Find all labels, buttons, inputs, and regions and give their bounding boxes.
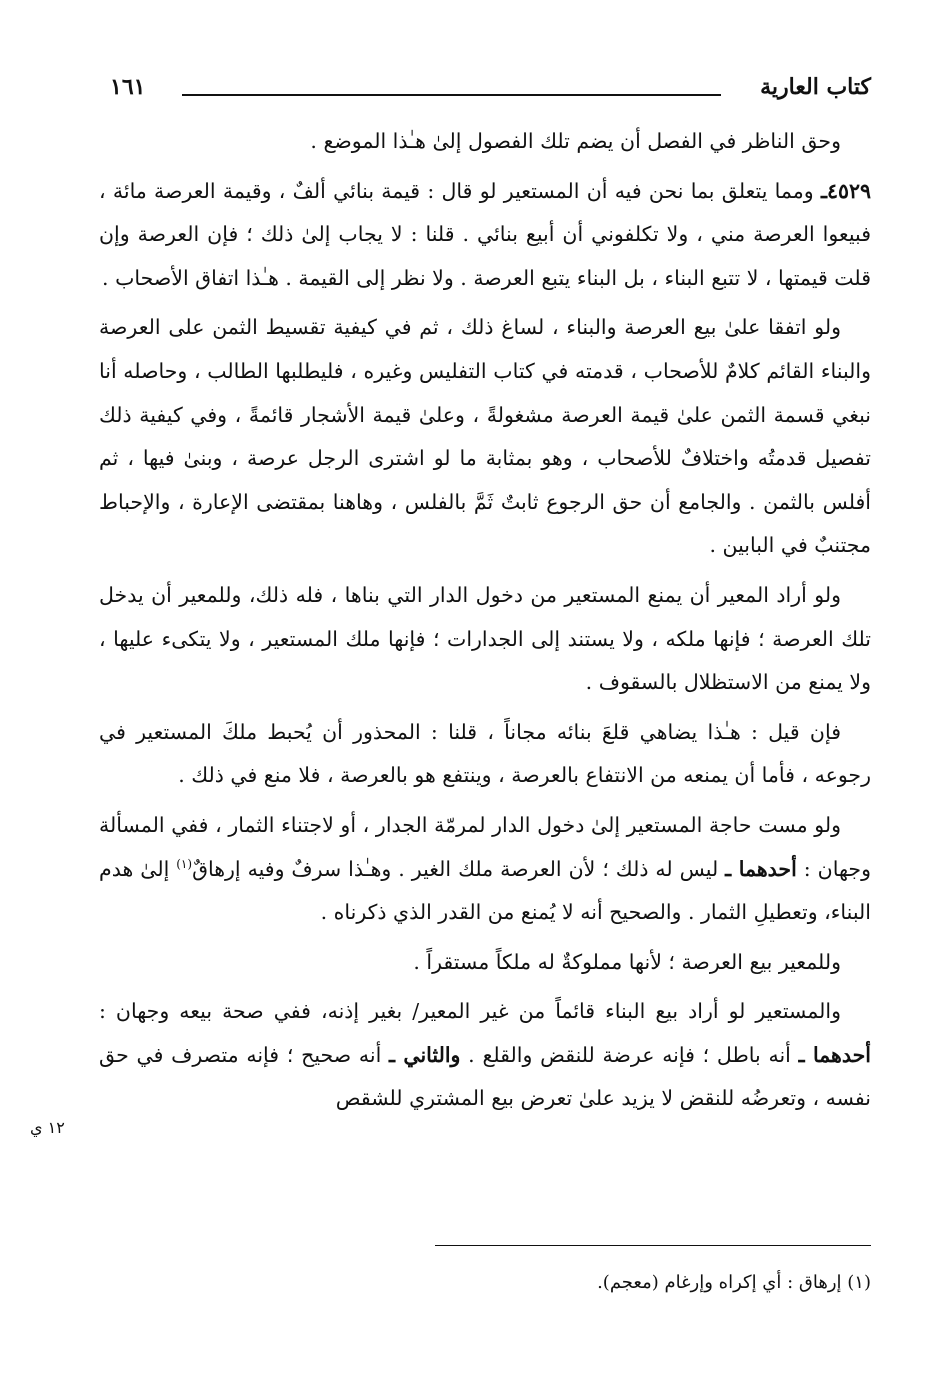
section-number: ٤٥٢٩ـ <box>820 178 871 203</box>
bold-term: أحدهما ـ <box>798 1042 871 1067</box>
paragraph-text: وحق الناظر في الفصل أن يضم تلك الفصول إلىٰ هـٰذا الموضع . <box>310 129 841 153</box>
paragraph-1 <box>99 120 871 164</box>
paragraph-8 <box>99 990 871 1121</box>
running-title: كتاب العارية <box>760 74 871 100</box>
page-number: ١٦١ <box>110 74 146 100</box>
paragraph-text: ولو أراد المعير أن يمنع المستعير من دخول الدار التي بناها ، فله ذلك، وللمعير أن يدخل تلك العرصة ؛ فإنها ملكه ، ولا يستند إلى الجدارات ؛ فإنها ملك المستعير ، ولا يتكىء عليها ، ولا يمنع من الاستظلال بالسقوف . <box>99 582 871 695</box>
paragraph-text: أنه باطل ؛ فإنه عرضة للنقض والقلع . <box>460 1042 799 1067</box>
paragraph-3 <box>99 306 871 568</box>
paragraph-6 <box>99 804 871 935</box>
paragraph-text: والمستعير لو أراد بيع البناء قائماً من غير المعير/ بغير إذنه، ففي صحة بيعه وجهان : <box>99 999 841 1024</box>
footnote-rule <box>435 1245 871 1246</box>
paragraph-text: ولو مست حاجة المستعير إلىٰ دخول الدار لمرمّة الجدار ، أو لاجتناء الثمار ، ففي المسألة وجهان : <box>99 812 871 881</box>
paragraph-text: فإن قيل : هـٰذا يضاهي قلعَ بنائه مجاناً ، قلنا : المحذور أن يُحبط ملكَ المستعير في رجوعه ، فأما أن يمنعه من الانتفاع بالعرصة ، وينتفع هو بالعرصة ، فلا منع في ذلك . <box>99 719 871 788</box>
paragraph-text: أنه صحيح ؛ فإنه متصرف في حق نفسه ، وتعرضُه للنقض لا يزيد علىٰ تعرض بيع المشتري للشقص <box>99 1042 871 1111</box>
main-text <box>99 120 871 1121</box>
page-header <box>110 72 871 112</box>
footnote <box>99 1272 871 1293</box>
bold-term: أحدهما ـ <box>725 856 797 881</box>
footnote-text: إرهاق : أي إكراه وإرغام (معجم). <box>597 1272 842 1293</box>
bold-term: والثاني ـ <box>389 1042 461 1067</box>
paragraph-text: ليس له ذلك ؛ لأن العرصة ملك الغير . وهـٰذا سرفٌ وفيه إرهاقٌ <box>192 856 726 881</box>
paragraph-7 <box>99 941 871 985</box>
footnote-marker: (١) <box>847 1272 871 1293</box>
paragraph-text: ولو اتفقا علىٰ بيع العرصة والبناء ، لساغ ذلك ، ثم في كيفية تقسيط الثمن على العرصة والبناء القائم كلامٌ للأصحاب ، قدمته في كتاب التفليس وغيره ، فليطلبها الطالب ، وحاصله أنا نبغي قسمة الثمن علىٰ قيمة العرصة مشغولةً ، وعلىٰ قيمة الأشجار قائمةً ، وفي كيفية ذلك تفصيل قدمتُه واختلافٌ للأصحاب ، وهو بمثابة ما لو اشترى الرجل عرصة ، وبنىٰ فيها ، ثم أفلس بالثمن . والجامع أن حق الرجوع ثابتٌ ثَمَّ بالفلس ، وهاهنا بمقتضى الإعارة ، والإحباط مجتنبٌ في البابين . <box>99 315 871 558</box>
paragraph-2 <box>99 170 871 301</box>
margin-note: ١٢ ي <box>30 1118 65 1137</box>
paragraph-5 <box>99 711 871 798</box>
header-rule <box>182 94 721 96</box>
footnote-reference: (١) <box>176 856 193 871</box>
paragraph-4 <box>99 574 871 705</box>
paragraph-text: ومما يتعلق بما نحن فيه أن المستعير لو قال : قيمة بنائي ألفٌ ، وقيمة العرصة مائة ، فبيعوا العرصة مني ، ولا تكلفوني أن أبيع بنائي . قلنا : لا يجاب إلىٰ ذلك ؛ فإن العرصة وإن قلت قيمتها ، لا تتبع البناء ، بل البناء يتبع العرصة . ولا نظر إلى القيمة . هـٰذا اتفاق الأصحاب . <box>99 178 871 290</box>
paragraph-text: وللمعير بيع العرصة ؛ لأنها مملوكةٌ له ملكاً مستقراً . <box>413 949 841 974</box>
paragraph-text: إلىٰ هدم البناء، وتعطيلِ الثمار . والصحيح أنه لا يُمنع من القدر الذي ذكرناه . <box>99 856 871 925</box>
